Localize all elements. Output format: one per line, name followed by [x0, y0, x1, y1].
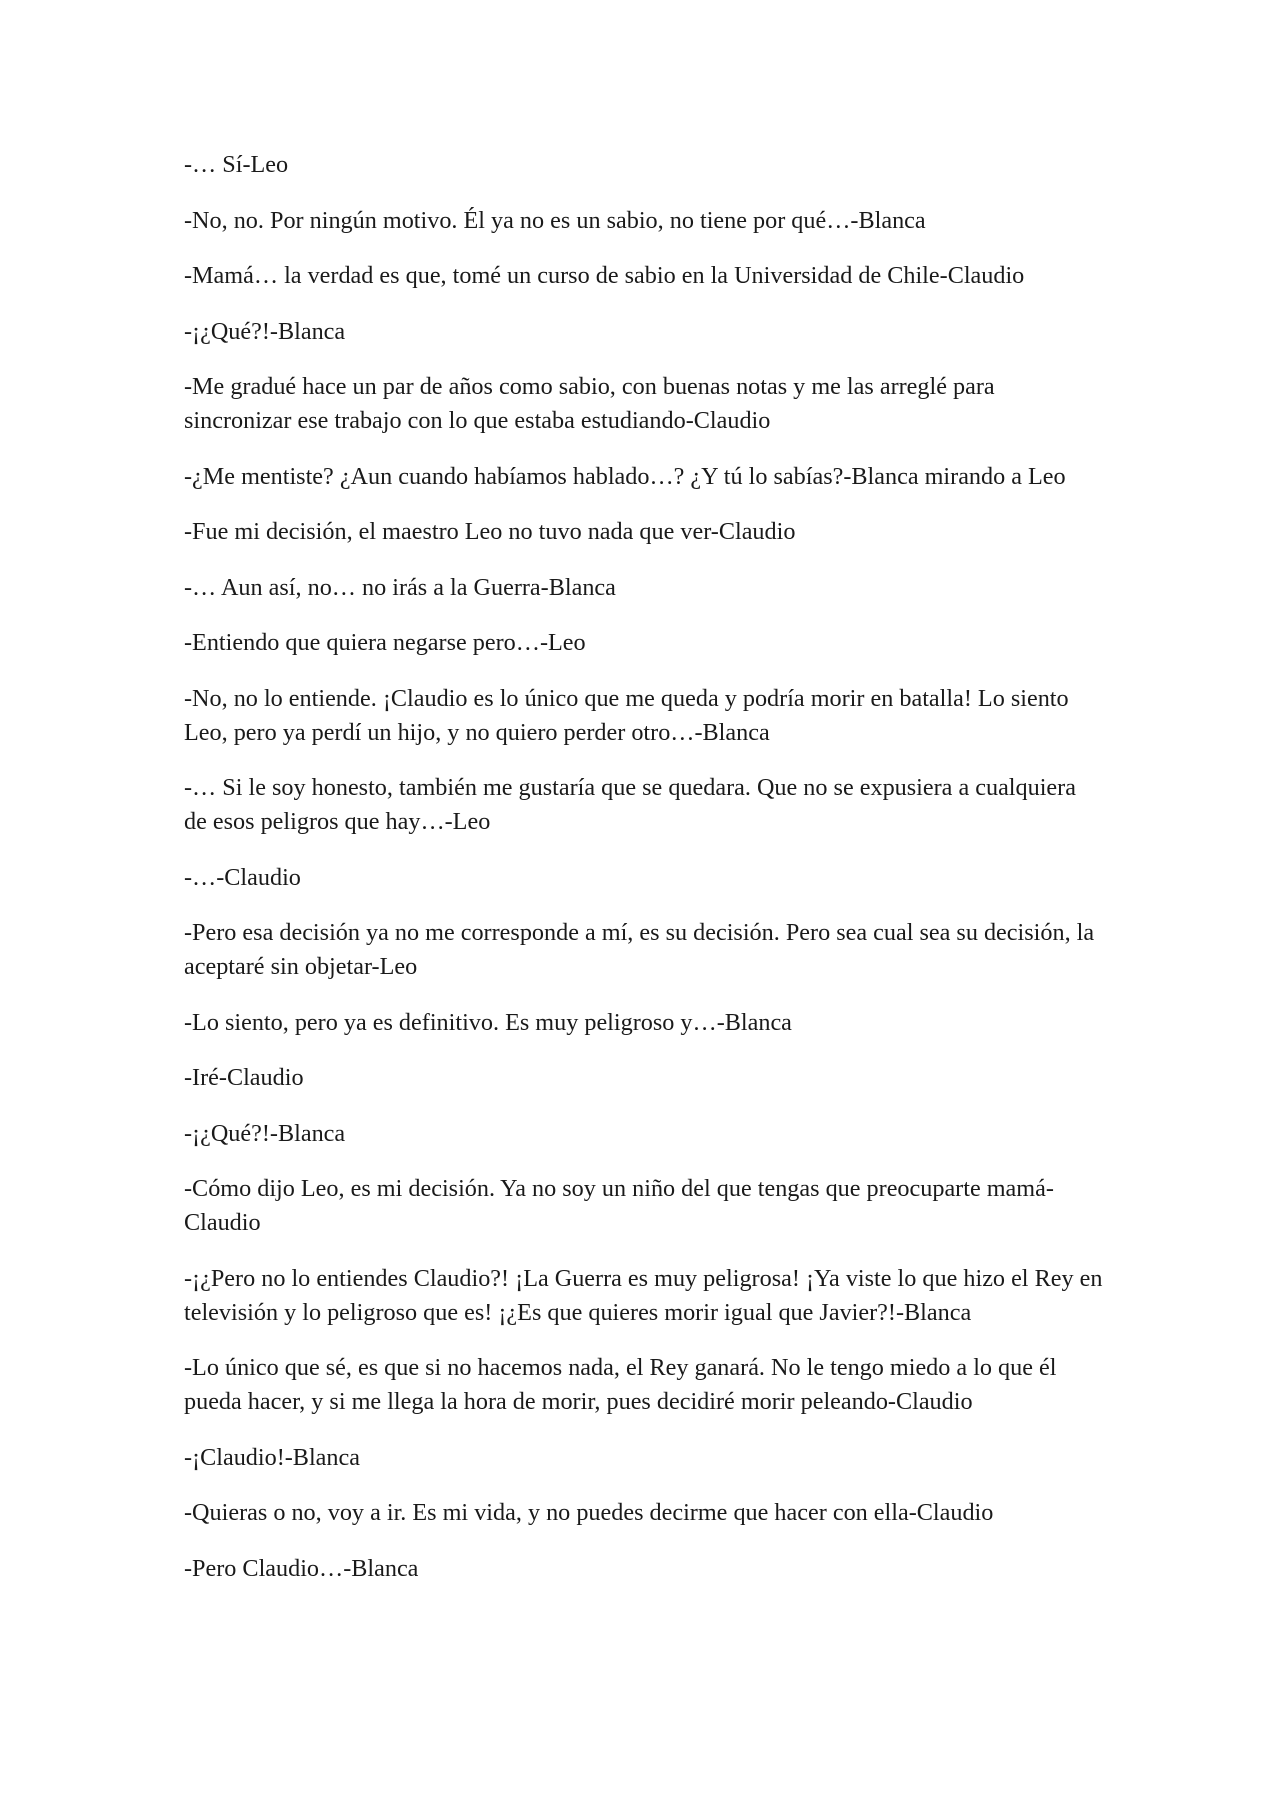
dialogue-line: -Lo siento, pero ya es definitivo. Es muy peligroso y…-Blanca	[184, 1008, 792, 1036]
dialogue-line: -¡¿Qué?!-Blanca	[184, 317, 346, 345]
dialogue-line: -…-Claudio	[184, 863, 301, 891]
dialogue-line: -No, no. Por ningún motivo. Él ya no es un sabio, no tiene por qué…-Blanca	[184, 206, 926, 234]
dialogue-line: -¡¿Qué?!-Blanca	[184, 1119, 346, 1147]
dialogue-line: -Fue mi decisión, el maestro Leo no tuvo nada que ver-Claudio	[184, 518, 796, 545]
dialogue-line: -Pero Claudio…-Blanca	[184, 1554, 419, 1582]
dialogue-line: -No, no lo entiende. ¡Claudio es lo único que me queda y podría morir en batalla! Lo siento Leo, pero ya perdí un hijo, y no quiero perder otro…-Blanca	[184, 684, 1069, 746]
dialogue-line: -¡Claudio!-Blanca	[184, 1443, 360, 1471]
dialogue-line: -… Si le soy honesto, también me gustaría que se quedara. Que no se expusiera a cualquiera de esos peligros que hay…-Leo	[184, 774, 1076, 835]
dialogue-line: -Me gradué hace un par de años como sabio, con buenas notas y me las arreglé para sincronizar ese trabajo con lo que estaba estudiando-Claudio	[184, 373, 995, 434]
dialogue-line: -Quieras o no, voy a ir. Es mi vida, y no puedes decirme que hacer con ella-Claudio	[184, 1499, 994, 1526]
dialogue-line: -Mamá… la verdad es que, tomé un curso de sabio en la Universidad de Chile-Claudio	[184, 262, 1025, 289]
dialogue-line: -Lo único que sé, es que si no hacemos nada, el Rey ganará. No le tengo miedo a lo que él pueda hacer, y si me llega la hora de morir, pues decidiré morir peleando-Claudio	[184, 1354, 1057, 1415]
dialogue-line: -… Aun así, no… no irás a la Guerra-Blanca	[184, 573, 616, 601]
dialogue-line: -Pero esa decisión ya no me corresponde a mí, es su decisión. Pero sea cual sea su decisión, la aceptaré sin objetar-Leo	[184, 919, 1095, 980]
dialogue-line: -¡¿Pero no lo entiendes Claudio?! ¡La Guerra es muy peligrosa! ¡Ya viste lo que hizo el Rey en televisión y lo peligroso que es! ¡¿Es que quieres morir igual que Javier?!-Blanca	[184, 1264, 1103, 1326]
dialogue-line: -Entiendo que quiera negarse pero…-Leo	[184, 629, 586, 656]
dialogue-line: -¿Me mentiste? ¿Aun cuando habíamos hablado…? ¿Y tú lo sabías?-Blanca mirando a Leo	[184, 462, 1066, 490]
dialogue-line: -Cómo dijo Leo, es mi decisión. Ya no soy un niño del que tengas que preocuparte mamá-Claudio	[184, 1175, 1054, 1236]
dialogue-line: -… Sí-Leo	[184, 151, 289, 178]
dialogue-line: -Iré-Claudio	[184, 1064, 304, 1091]
document-body	[184, 148, 1104, 1607]
